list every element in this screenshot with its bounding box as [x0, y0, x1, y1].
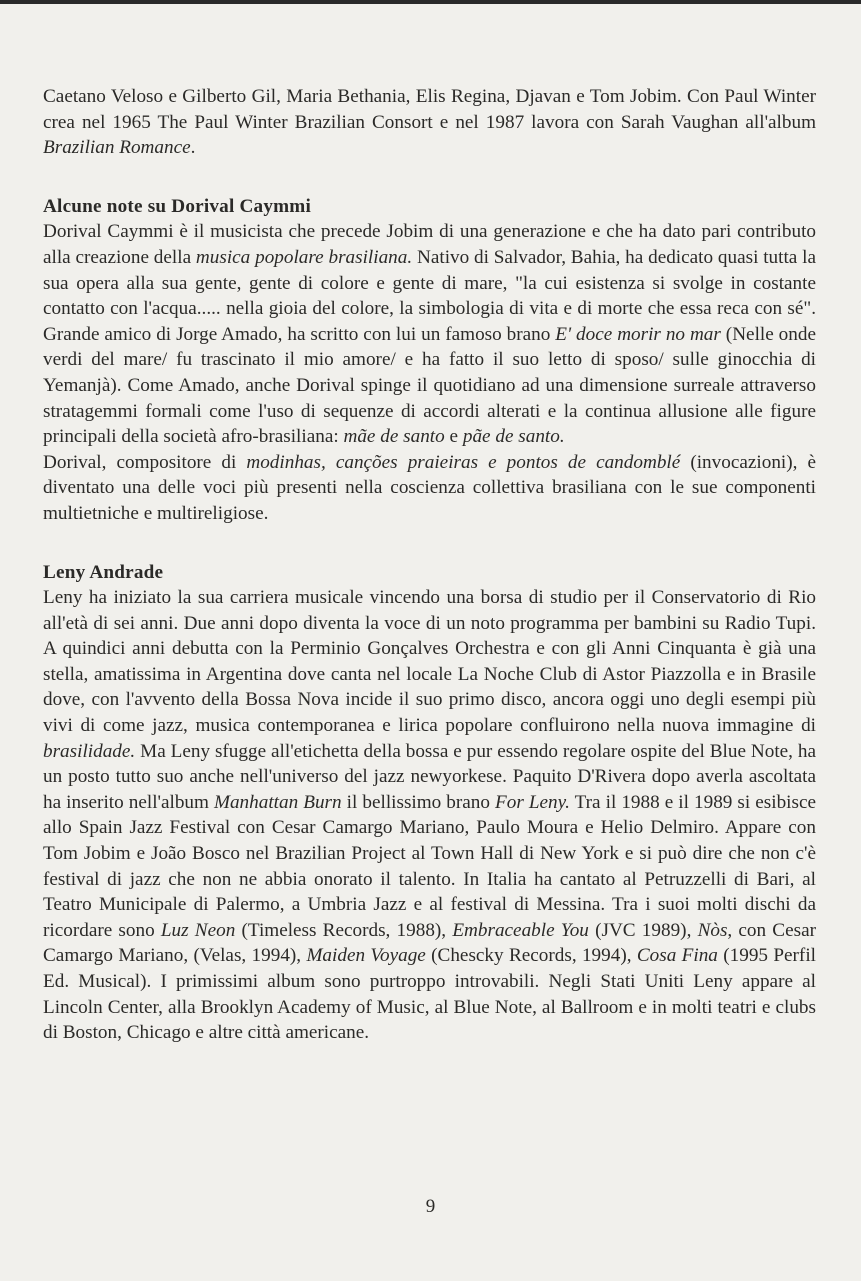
caymmi-paragraph-1: Dorival Caymmi è il musicista che precede Jobim di una generazione e che ha dato pari contributo alla creazione della musica popolare brasiliana. Nativo di Salvador, Bahia, ha dedicato quasi tutta la sua opera alla sua gente, gente di colore e gente di mare, "la cui esistenza si svolge in costante contatto con l'acqua..... nella gioia del colore, la simbologia di vita e di morte che essa reca con sé". Grande amico di Jorge Amado, ha scritto con lui un famoso brano E' doce morir no mar (Nelle onde verdi del mare/ fu trascinato il mio amore/ e ha fatto il suo letto di sposo/ sulle ginocchia di Yemanjà). Come Amado, anche Dorival spinge il quotidiano ad una dimensione surreale attraverso stratagemmi formali come l'uso di sequenze di accordi alterati e la continua allusione alle figure principali della società afro-brasiliana: mãe de santo e pãe de santo. — [43, 221, 816, 448]
page-number: 9 — [425, 1196, 436, 1217]
page-body — [43, 84, 816, 1046]
section-heading-andrade: Leny Andrade — [43, 561, 164, 583]
intro-paragraph: Caetano Veloso e Gilberto Gil, Maria Bethania, Elis Regina, Djavan e Tom Jobim. Con Paul Winter crea nel 1965 The Paul Winter Brazilian Consort e nel 1987 lavora con Sarah Vaughan all'album Brazilian Romance. — [43, 86, 816, 159]
top-rule — [0, 0, 861, 4]
caymmi-paragraph-2: Dorival, compositore di modinhas, canções praieiras e pontos de candomblé (invocazioni), è diventato una delle voci più presenti nella coscienza collettiva brasiliana con le sue componenti multietniche e multireligiose. — [43, 451, 816, 524]
andrade-paragraph: Leny ha iniziato la sua carriera musicale vincendo una borsa di studio per il Conservatorio di Rio all'età di sei anni. Due anni dopo diventa la voce di un noto programma per bambini su Radio Tupi. A quindici anni debutta con la Perminio Gonçalves Orchestra e con gli Anni Cinquanta è già una stella, amatissima in Argentina dove canta nel locale La Noche Club di Astor Piazzolla e in Brasile dove, con l'avvento della Bossa Nova incide il suo primo disco, ancora oggi uno degli esempi più vivi di come jazz, musica contemporanea e lirica popolare confluirono nella nuova immagine di brasilidade. Ma Leny sfugge all'etichetta della bossa e pur essendo regolare ospite del Blue Note, ha un posto tutto suo anche nell'universo del jazz newyorkese. Paquito D'Rivera dopo averla ascoltata ha inserito nell'album Manhattan Burn il bellissimo brano For Leny. Tra il 1988 e il 1989 si esibisce allo Spain Jazz Festival con Cesar Camargo Mariano, Paulo Moura e Helio Delmiro. Appare con Tom Jobim e João Bosco nel Brazilian Project al Town Hall di New York e si può dire che non c'è festival di jazz che non ne abbia onorato il talento. In Italia ha cantato al Petruzzelli di Bari, al Teatro Municipale di Palermo, a Umbria Jazz e al festival di Messina. Tra i suoi molti dischi da ricordare sono Luz Neon (Timeless Records, 1988), Embraceable You (JVC 1989), Nòs, con Cesar Camargo Mariano, (Velas, 1994), Maiden Voyage (Chescky Records, 1994), Cosa Fina (1995 Perfil Ed. Musical). I primissimi album sono purtroppo introvabili. Negli Stati Uniti Leny appare al Lincoln Center, alla Brooklyn Academy of Music, al Blue Note, al Ballroom e in molti teatri e clubs di Boston, Chicago e altre città americane. — [43, 587, 816, 1044]
section-heading-caymmi: Alcune note su Dorival Caymmi — [43, 195, 312, 217]
